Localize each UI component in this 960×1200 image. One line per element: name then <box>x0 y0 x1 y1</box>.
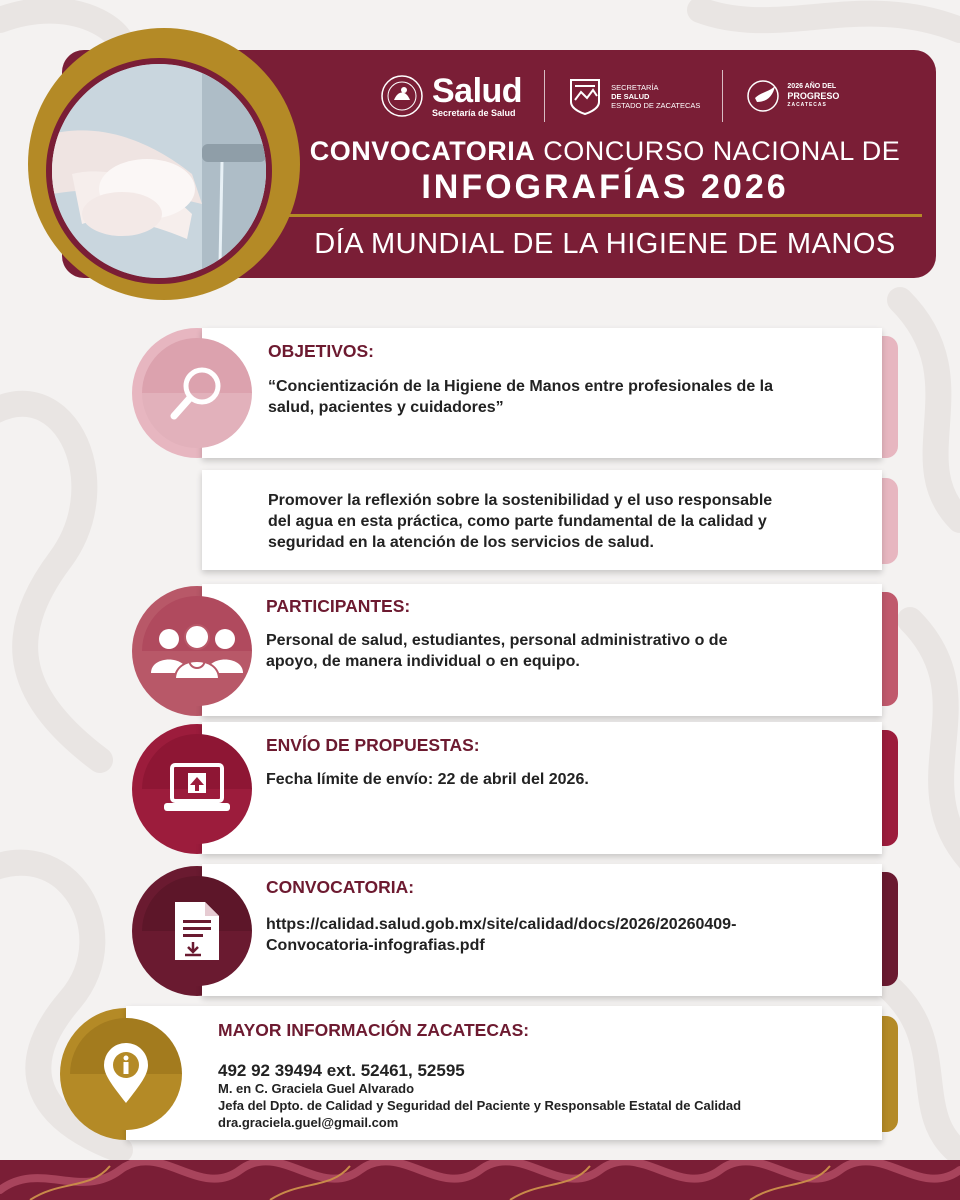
convocatoria-title: CONVOCATORIA: <box>266 877 415 897</box>
year-line3: ZACATECAS <box>787 102 827 108</box>
info-title: MAYOR INFORMACIÓN ZACATECAS: <box>218 1020 530 1040</box>
year-line2: PROGRESO <box>787 91 840 101</box>
convocatoria-link-2[interactable]: Convocatoria-infografias.pdf <box>266 937 485 954</box>
objetivos-2-text-1: Promover la reflexión sobre la sostenibilidad y el uso responsable <box>268 492 773 509</box>
salud-subtitle: Secretaría de Salud <box>432 108 516 118</box>
convocatoria-link-1[interactable]: https://calidad.salud.gob.mx/site/calidad/docs/2026/20260409- <box>266 916 737 933</box>
handwashing-photo <box>46 58 272 284</box>
year-line1: 2026 AÑO DEL <box>787 83 837 90</box>
salud-logo <box>380 74 522 118</box>
year-logo <box>745 78 839 114</box>
header-subtitle: DÍA MUNDIAL DE LA HIGIENE DE MANOS <box>314 228 896 260</box>
zac-line1: SECRETARÍA <box>611 82 659 92</box>
header-logos <box>380 68 839 124</box>
objetivos-text-1: “Concientización de la Higiene de Manos entre profesionales de la <box>268 378 774 395</box>
dove-icon <box>745 78 783 114</box>
objetivos-title: OBJETIVOS: <box>268 341 374 361</box>
info-name: M. en C. Graciela Guel Alvarado <box>218 1081 415 1096</box>
coat-of-arms-icon <box>380 74 424 118</box>
location-info-icon <box>102 1043 150 1105</box>
zac-line2: DE SALUD <box>611 91 650 101</box>
header-main-title: INFOGRAFÍAS 2026 <box>421 168 789 206</box>
info-icon-circle <box>70 1018 182 1130</box>
objetivos-text-2: salud, pacientes y cuidadores” <box>268 399 504 416</box>
document-download-icon <box>171 900 223 962</box>
title-rest: CONCURSO NACIONAL DE <box>535 136 901 166</box>
magnifier-icon <box>166 362 228 424</box>
objetivos-2-text-2: del agua en esta práctica, como parte fundamental de la calidad y <box>268 513 767 530</box>
zac-line3: ESTADO DE ZACATECAS <box>611 100 701 110</box>
title-bold: CONVOCATORIA <box>309 136 536 166</box>
convocatoria-icon-circle <box>142 876 252 986</box>
logo-divider <box>544 70 545 122</box>
participantes-title: PARTICIPANTES: <box>266 596 411 616</box>
objetivos-2-text-3: seguridad en la atención de los servicios de salud. <box>268 534 654 551</box>
header-divider <box>288 214 922 217</box>
zacatecas-shield-icon <box>567 76 603 116</box>
info-email[interactable]: dra.graciela.guel@gmail.com <box>218 1115 399 1130</box>
envio-title: ENVÍO DE PROPUESTAS: <box>266 735 480 755</box>
logo-divider <box>722 70 723 122</box>
participantes-text-2: apoyo, de manera individual o en equipo. <box>266 653 580 670</box>
participantes-icon-circle <box>142 596 252 706</box>
people-icon <box>149 621 245 681</box>
bottom-pattern-band <box>0 1160 960 1200</box>
info-role: Jefa del Dpto. de Calidad y Seguridad del Paciente y Responsable Estatal de Calidad <box>218 1098 742 1113</box>
salud-wordmark: Salud <box>432 72 523 110</box>
laptop-upload-icon <box>162 761 232 817</box>
envio-text-1: Fecha límite de envío: 22 de abril del 2026. <box>266 771 589 788</box>
info-phone[interactable]: 492 92 39494 ext. 52461, 52595 <box>218 1061 465 1080</box>
zacatecas-logo <box>567 76 700 116</box>
participantes-text-1: Personal de salud, estudiantes, personal administrativo o de <box>266 632 728 649</box>
objetivos-icon-circle <box>142 338 252 448</box>
header-title-line <box>290 136 920 167</box>
envio-icon-circle <box>142 734 252 844</box>
